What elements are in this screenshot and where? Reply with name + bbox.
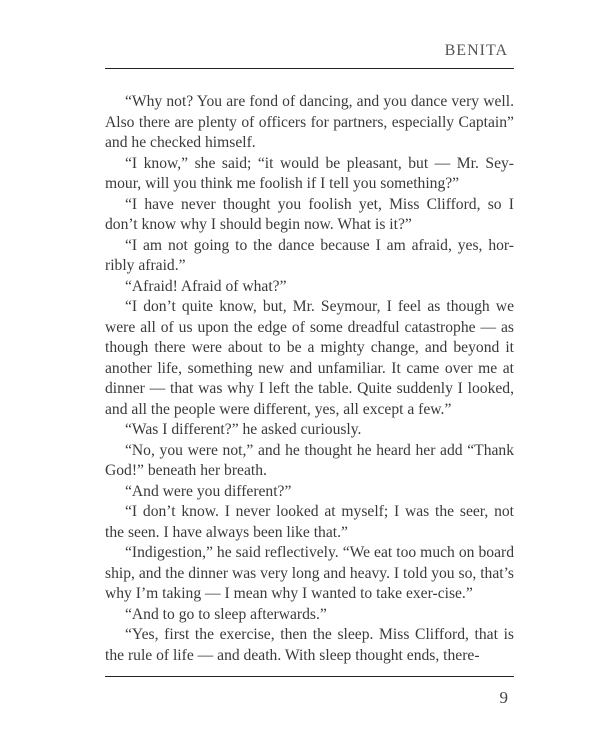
paragraph: “I am not going to the dance because I am afraid, yes, hor-ribly afraid.” bbox=[105, 236, 514, 274]
paragraph: “I know,” she said; “it would be pleasant, but — Mr. Sey-mour, will you think me foolish if I tell you something?” bbox=[105, 154, 514, 192]
footer-rule bbox=[105, 676, 514, 677]
paragraph: “I have never thought you foolish yet, Miss Clifford, so I don’t know why I should begin now. What is it?” bbox=[105, 195, 514, 233]
paragraph: “I don’t quite know, but, Mr. Seymour, I feel as though we were all of us upon the edge of some dreadful catastrophe — as though there were about to be a mighty change, and beyond it another life, something new and unfamiliar. It came over me at dinner — that was why I left the table. Quite suddenly I looked, and all the people were different, yes, all except a few.” bbox=[105, 298, 514, 418]
paragraph: “Indigestion,” he said reflectively. “We eat too much on board ship, and the dinner was very long and heavy. I told you so, that’s why I’m taking — I mean why I wanted to take exer-cise.” bbox=[105, 544, 514, 602]
running-head: BENITA bbox=[444, 42, 508, 59]
paragraph: “And were you different?” bbox=[125, 482, 292, 500]
paragraph: “Yes, first the exercise, then the sleep. Miss Clifford, that is the rule of life — and death. With sleep thought ends, there- bbox=[105, 626, 514, 664]
paragraph: “And to go to sleep afterwards.” bbox=[125, 605, 327, 623]
page-number: 9 bbox=[499, 688, 508, 707]
header-rule bbox=[105, 68, 514, 69]
body-text bbox=[105, 92, 514, 666]
paragraph: “Afraid! Afraid of what?” bbox=[125, 277, 287, 295]
paragraph: “No, you were not,” and he thought he heard her add “Thank God!” beneath her breath. bbox=[105, 441, 515, 479]
paragraph: “Why not? You are fond of dancing, and you dance very well. Also there are plenty of officers for partners, especially Captain” and he checked himself. bbox=[105, 93, 514, 151]
paragraph: “Was I different?” he asked curiously. bbox=[125, 421, 362, 438]
paragraph: “I don’t know. I never looked at myself; I was the seer, not the seen. I have always been like that.” bbox=[105, 503, 514, 541]
